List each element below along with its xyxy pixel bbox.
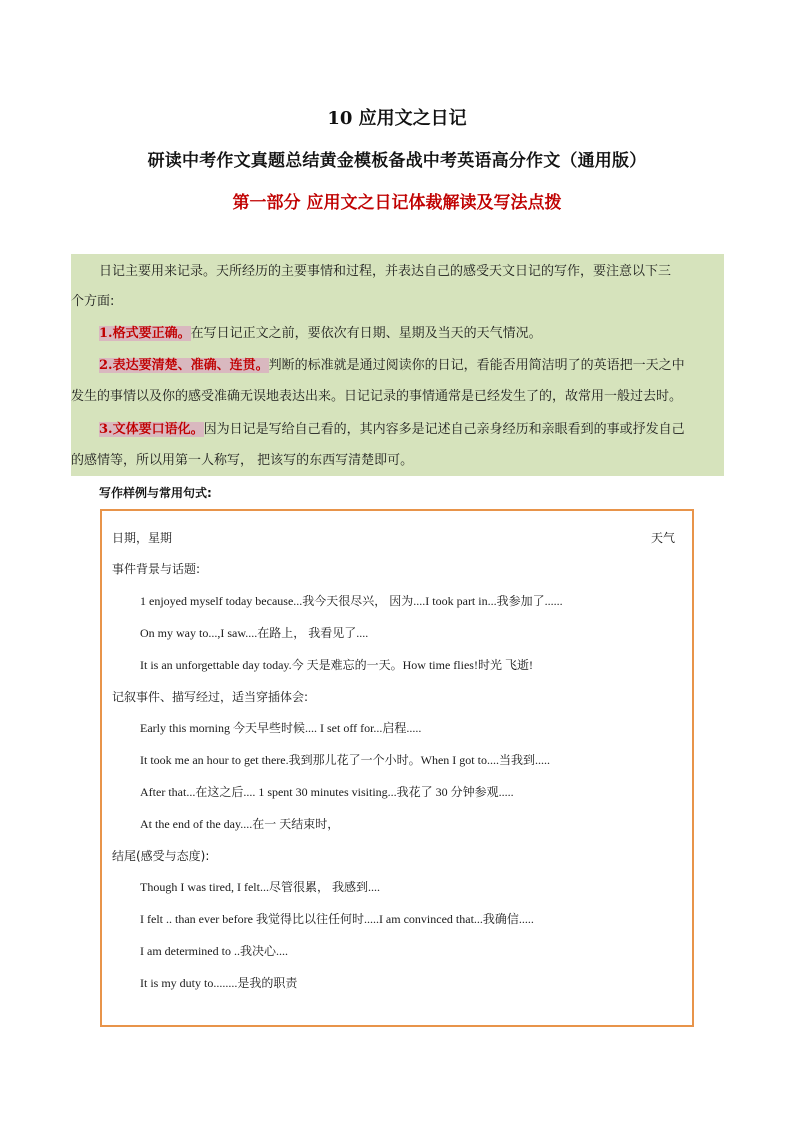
point-text: 判断的标准就是通过阅读你的日记，看能否用简洁明了的英语把一天之中 (268, 358, 685, 373)
sample-sentence: It is an unforgettable day today.今 天是难忘的一天。How time flies!时光 飞逝! (140, 658, 533, 672)
part-heading: 第一部分 应用文之日记体裁解读及写法点拨 (232, 193, 562, 213)
section-heading-ending: 结尾(感受与态度): (112, 849, 210, 863)
point-text: 因为日记是写给自己看的，其内容多是记述自己亲身经历和亲眼看到的事或抒发自己 (203, 422, 685, 437)
sample-sentence: I am determined to ..我决心.... (140, 944, 288, 958)
intro-paragraph-line: 的感情等，所以用第一人称写， 把该写的东西写清楚即可。 (71, 453, 414, 468)
intro-point-expression (99, 357, 685, 375)
date-week-label: 日期，星期 (112, 531, 173, 545)
section-heading-background: 事件背景与话题: (112, 562, 201, 576)
intro-point-style (99, 421, 685, 439)
point-label: 3.文体要口语化。 (99, 422, 204, 437)
intro-point-format (99, 325, 542, 343)
weather-label: 天气 (651, 531, 676, 545)
intro-paragraph-line: 个方面: (71, 294, 115, 309)
sample-sentence: After that...在这之后.... 1 spent 30 minutes visiting...我花了 30 分钟参观..... (140, 785, 514, 799)
intro-paragraph-line: 日记主要用来记录。天所经历的主要事情和过程，并表达自己的感受天文日记的写作，要注意以下三 (99, 264, 672, 279)
sample-sentence: It is my duty to........是我的职责 (140, 976, 298, 990)
point-label: 2.表达要清楚、准确、连贯。 (99, 358, 269, 373)
section-heading-narration: 记叙事件、描写经过，适当穿插体会: (112, 690, 309, 704)
sample-sentence: 1 enjoyed myself today because...我今天很尽兴， 因为....I took part in...我参加了...... (140, 594, 563, 608)
sample-sentence: Though I was tired, I felt...尽管很累， 我感到.... (140, 880, 380, 894)
intro-paragraph-line: 发生的事情以及你的感受准确无误地表达出来。日记记录的事情通常是已经发生了的，故常用一般过去时。 (71, 389, 683, 404)
sample-sentence: Early this morning 今天早些时候.... I set off for...启程..... (140, 721, 422, 735)
point-label: 1.格式要正确。 (99, 326, 191, 341)
document-title: 10 应用文之日记 (327, 108, 467, 129)
sample-sentence: On my way to...,I saw....在路上， 我看见了.... (140, 626, 369, 640)
sample-sentence: At the end of the day....在一 天结束时， (140, 817, 340, 831)
sample-sentence: I felt .. than ever before 我觉得比以往任何时.....I am convinced that...我确信..... (140, 912, 534, 926)
sample-sentence: It took me an hour to get there.我到那儿花了一个小时。When I got to....当我到..... (140, 753, 550, 767)
point-text: 在写日记正文之前，要依次有日期、星期及当天的天气情况。 (190, 326, 542, 341)
document-subtitle: 研读中考作文真题总结黄金模板备战中考英语高分作文（通用版） (147, 151, 647, 171)
sample-heading: 写作样例与常用句式: (99, 486, 212, 500)
